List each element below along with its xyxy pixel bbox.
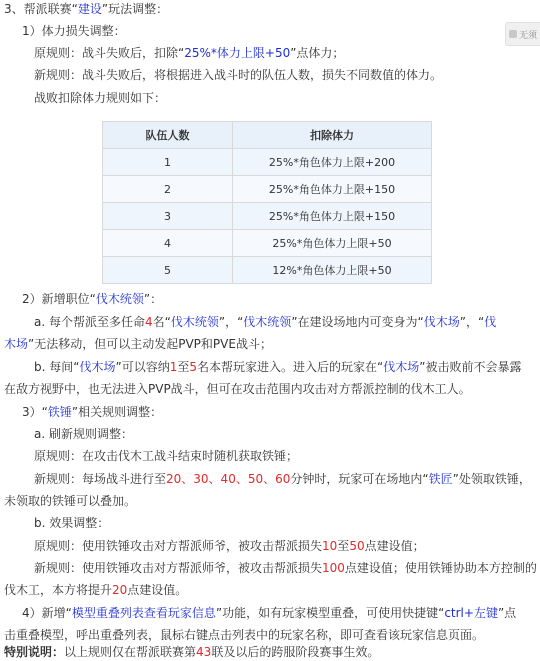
highlight-number: 100 (322, 561, 345, 575)
text: ”玩法调整： (101, 2, 169, 16)
table-row (103, 176, 432, 203)
text: 点建设值。 (127, 583, 188, 597)
cell-stamina-loss: 25%*角色体力上限+50 (233, 230, 432, 257)
highlight-number: 50 (349, 539, 365, 553)
text: b. 每间“ (34, 360, 80, 374)
text: ”处领取铁锤， (452, 472, 531, 486)
text: 名本帮玩家进入。进入后的玩家在“ (197, 360, 384, 374)
highlight-blacksmith: 铁匠 (428, 472, 453, 486)
text: 3）“ (22, 405, 48, 419)
text: ”，“ (459, 315, 485, 329)
new-rule-refresh-continued: 未领取的铁锤可以叠加。 (4, 494, 137, 508)
text: 以上规则仅在帮派联赛第 (64, 645, 197, 659)
text: 至 (337, 539, 350, 553)
text: 伐木工，本方将提升 (4, 583, 113, 597)
highlight-shortcut: ctrl+左键 (444, 606, 498, 620)
text: 点建设值；使用铁锤协助本方控制的 (344, 561, 537, 575)
rule-a-continued (4, 335, 272, 353)
highlight-lumber-yard: 伐木场 (383, 360, 420, 374)
text: ”在建设场地内可变身为“ (291, 315, 424, 329)
highlight-formula: 25%*体力上限+50 (184, 46, 291, 60)
subsection-lumber-leader (22, 290, 162, 308)
stamina-table (102, 121, 432, 284)
old-rule-effect (34, 537, 425, 555)
highlight-hammer: 铁锤 (47, 405, 72, 419)
old-rule-refresh: 原规则：在攻击伐木工战斗结束时随机获取铁锤； (34, 449, 299, 463)
text: 至 (177, 360, 190, 374)
text: 2）新增职位“ (22, 292, 96, 306)
cell-stamina-loss: 25%*角色体力上限+200 (233, 149, 432, 176)
table-row (103, 149, 432, 176)
text: ”： (143, 292, 163, 306)
text: 4）新增“ (22, 606, 72, 620)
highlight-lumber-leader: 伐木统领 (170, 315, 219, 329)
text: ”被击败前不会暴露 (419, 360, 522, 374)
text: ”可以容纳 (115, 360, 170, 374)
text: 新规则：使用铁锤攻击对方帮派师爷，被攻击帮派损失 (34, 561, 323, 575)
document-icon (509, 30, 517, 38)
cell-team-size: 1 (103, 149, 233, 176)
text: ”点体力； (290, 46, 345, 60)
cell-stamina-loss: 12%*角色体力上限+50 (233, 257, 432, 284)
rule-b-continued: 在敌方视野中，也无法进入PVP战斗，但可在攻击范围内攻击对方帮派控制的伐木工人。 (4, 382, 471, 396)
highlight-number: 1 (169, 360, 178, 374)
highlight-build: 建设 (77, 2, 102, 16)
highlight-lumber-leader: 伐木统领 (95, 292, 144, 306)
cell-team-size: 5 (103, 257, 233, 284)
highlight-lumber-leader: 伐木统领 (243, 315, 292, 329)
highlight-lumber-yard: 伐 (484, 315, 497, 329)
cell-team-size: 4 (103, 230, 233, 257)
highlight-count: 4 (144, 315, 153, 329)
overlap-list-continued: 击重叠模型，呼出重叠列表，鼠标右键点击列表中的玩家名称，即可查看该玩家信息页面。 (4, 628, 485, 642)
special-note (4, 643, 379, 661)
text: 名“ (152, 315, 171, 329)
rule-a-lumber-leader (34, 313, 496, 331)
text: 新规则：每场战斗进行至 (34, 472, 167, 486)
note-label: 特别说明： (4, 645, 65, 659)
table-header-row (103, 122, 432, 149)
highlight-feature: 模型重叠列表查看玩家信息 (71, 606, 216, 620)
highlight-minutes: 20、30、40、50、60 (166, 472, 291, 486)
old-rule-stamina (34, 44, 344, 62)
highlight-lumber-yard: 木场 (4, 337, 29, 351)
subsection-hammer (22, 403, 162, 421)
text: 原规则：使用铁锤攻击对方帮派师爷，被攻击帮派损失 (34, 539, 323, 553)
cell-team-size: 3 (103, 203, 233, 230)
subsection-overlap-list (22, 604, 516, 622)
side-badge-label: 无须 (518, 30, 537, 41)
refresh-rule-heading: a. 刷新规则调整： (34, 427, 133, 441)
highlight-lumber-yard: 伐木场 (79, 360, 116, 374)
new-rule-refresh (34, 470, 531, 488)
new-rule-effect-continued (4, 581, 187, 599)
text: a. 每个帮派至多任命 (34, 315, 145, 329)
table-intro: 战败扣除体力规则如下： (34, 91, 167, 105)
new-rule-stamina: 新规则：战斗失败后，将根据进入战斗时的队伍人数，损失不同数值的体力。 (34, 68, 443, 82)
highlight-lumber-yard: 伐木场 (423, 315, 460, 329)
text: 原规则：战斗失败后，扣除“ (34, 46, 185, 60)
col-header-team-size: 队伍人数 (103, 122, 233, 149)
cell-stamina-loss: 25%*角色体力上限+150 (233, 176, 432, 203)
text: ”点 (497, 606, 517, 620)
rule-b-lumber-yard (34, 358, 521, 376)
effect-rule-heading: b. 效果调整： (34, 516, 110, 530)
col-header-stamina-loss: 扣除体力 (233, 122, 432, 149)
text: 分钟时，玩家可在场地内“ (290, 472, 429, 486)
section-3-title (4, 0, 168, 18)
table-row (103, 257, 432, 284)
table-row (103, 230, 432, 257)
highlight-number: 43 (196, 645, 212, 659)
cell-stamina-loss: 25%*角色体力上限+150 (233, 203, 432, 230)
text: 3、帮派联赛“ (4, 2, 78, 16)
text: ”，“ (218, 315, 244, 329)
text: 联及以后的跨服阶段赛事生效。 (211, 645, 380, 659)
text: ”无法移动，但可以主动发起PVP和PVE战斗； (28, 337, 272, 351)
highlight-number: 5 (189, 360, 197, 374)
text: 点建设值； (364, 539, 425, 553)
highlight-number: 20 (112, 583, 128, 597)
table-row (103, 203, 432, 230)
side-badge[interactable] (505, 22, 540, 46)
text: ”功能，如有玩家模型重叠，可使用快捷键“ (215, 606, 445, 620)
new-rule-effect (34, 559, 537, 577)
cell-team-size: 2 (103, 176, 233, 203)
highlight-number: 10 (322, 539, 338, 553)
subsection-stamina: 1）体力损失调整： (22, 24, 126, 38)
text: ”相关规则调整： (71, 405, 163, 419)
